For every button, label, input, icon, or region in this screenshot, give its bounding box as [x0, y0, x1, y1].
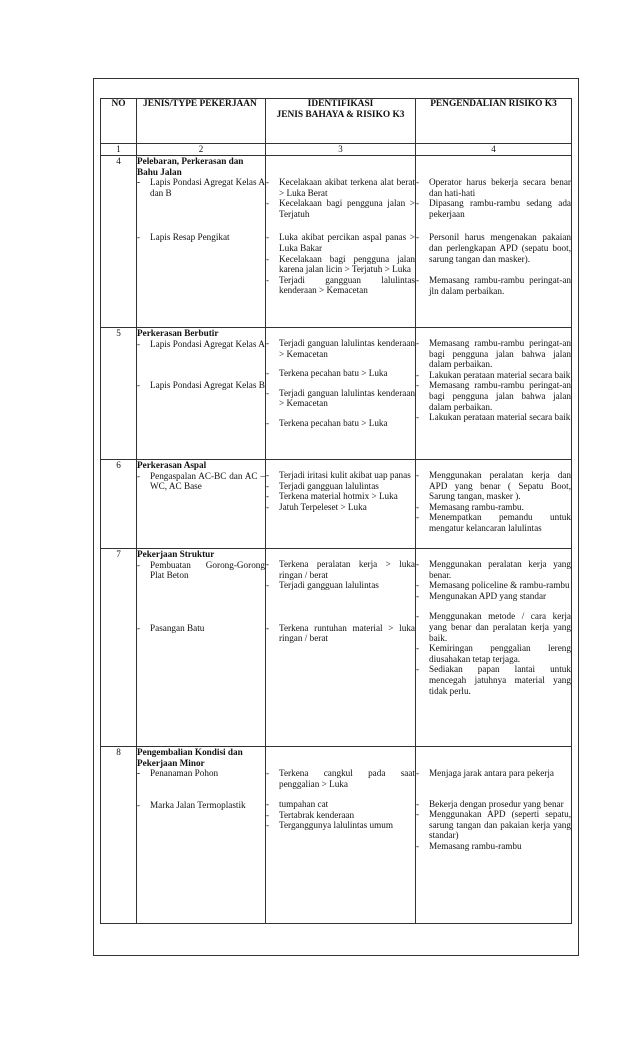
hazard-item: - Terganggunya lalulintas umum: [266, 820, 394, 831]
control-cell: [416, 156, 572, 328]
control-item: - Sediakan papan lantai untuk mencegah jatuhnya material yang tidak perlu.: [416, 664, 571, 696]
control-item: - Mengunakan APD yang standar: [416, 590, 547, 601]
table-row: [101, 549, 572, 747]
work-title: Pekerjaan Struktur: [137, 549, 215, 559]
k3-risk-table: [100, 98, 572, 924]
row-number: 7: [101, 549, 137, 747]
hazard-item: - Terjadi ganguan lalulintas kenderaan > Kemacetan: [266, 338, 415, 359]
control-cell: [416, 549, 572, 747]
control-cell: [416, 460, 572, 549]
hazard-item: - Kecelakaan bagi pengguna jalan karena jalan licin > Terjatuh > Luka: [266, 253, 415, 275]
row-number: 5: [101, 328, 137, 460]
column-number-row: [101, 144, 572, 156]
work-item: - Lapis Pondasi Agregat Kelas B: [137, 380, 265, 391]
control-item: - Menggunakan peralatan kerja dan APD yang benar ( Sepatu Boot, Sarung tangan, masker ).: [416, 470, 571, 502]
control-item: - Personil harus mengenakan pakaian dan perlengkapan APD (sepatu boot, sarung tangan dan masker).: [416, 232, 571, 264]
control-item: - Memasang rambu-rambu peringat-an jln dalam perbaikan.: [416, 275, 571, 296]
header-identifikasi-line2: JENIS BAHAYA & RISIKO K3: [276, 109, 405, 120]
control-item: - Memasang rambu-rambu.: [416, 501, 524, 512]
work-title: Pengembalian Kondisi dan: [137, 747, 243, 757]
hazard-item: - Terjadi gangguan lalulintas: [266, 480, 379, 491]
table-row: [101, 460, 572, 549]
hazard-item: - Terjadi ganguan lalulintas kenderaan > Kemacetan: [266, 387, 415, 409]
column-number: 4: [416, 144, 572, 156]
table-row: [101, 747, 572, 924]
control-item: - Memasang rambu-rambu peringat-an bagi pengguna jalan bahwa jalan dalam perbaikan.: [416, 338, 571, 370]
hazard-cell: [266, 549, 416, 747]
control-item: - Operator harus bekerja secara benar dan hati-hati: [416, 177, 571, 198]
header-jenis: JENIS/TYPE PEKERJAAN: [137, 99, 266, 144]
control-item: - Menggunakan metode / cara kerja yang benar dan peralatan kerja yang baik.: [416, 611, 571, 643]
header-identifikasi-line1: IDENTIFIKASI: [307, 99, 374, 109]
row-number: 4: [101, 156, 137, 328]
hazard-cell: [266, 460, 416, 549]
work-item: - Pembuatan Gorong-Gorong Plat Beton: [137, 559, 265, 581]
work-title: Perkerasan Aspal: [137, 460, 207, 470]
work-item: - Lapis Pondasi Agregat Kelas A dan B: [137, 177, 265, 198]
work-type-cell: [137, 747, 266, 924]
table-header-row: [101, 99, 572, 144]
hazard-item: - Terkena pecahan batu > Luka: [266, 368, 388, 379]
column-number: 3: [266, 144, 416, 156]
row-number: 8: [101, 747, 137, 924]
work-item: - Marka Jalan Termoplastik: [137, 799, 246, 810]
hazard-item: - Terjadi gangguan lalulintas kenderaan > Kemacetan: [266, 274, 415, 296]
hazard-cell: [266, 747, 416, 924]
work-item: - Lapis Pondasi Agregat Kelas A: [137, 338, 265, 349]
work-item: - Pasangan Batu: [137, 622, 205, 633]
work-title: Pelebaran, Perkerasan dan: [137, 156, 244, 166]
control-item: - Menggunakan APD (seperti sepatu, sarung tangan dan pakaian kerja yang standar): [416, 809, 571, 841]
column-number: 2: [137, 144, 266, 156]
hazard-item: - Terkena runtuhan material > luka ringan / berat: [266, 622, 415, 644]
hazard-item: - Terkena pecahan batu > Luka: [266, 417, 388, 428]
work-title: Perkerasan Berbutir: [137, 328, 219, 338]
hazard-item: - Terkena peralatan kerja > luka ringan / berat: [266, 559, 415, 580]
work-title: Pekerjaan Minor: [137, 757, 205, 768]
hazard-item: - Terjadi iritasi kulit akibat uap panas: [266, 470, 411, 480]
control-item: - Memasang rambu-rambu peringat-an bagi pengguna jalan bahwa jalan dalam perbaikan.: [416, 380, 571, 412]
work-title: Bahu Jalan: [137, 166, 182, 177]
hazard-item: - Terkena material hotmix > Luka: [266, 491, 398, 502]
header-pengendalian: PENGENDALIAN RISIKO K3: [416, 99, 572, 144]
hazard-item: - Jatuh Terpeleset > Luka: [266, 501, 367, 512]
control-item: - Memasang policeline & rambu-rambu: [416, 580, 570, 591]
hazard-item: - Terkena cangkul pada saat penggalian > Luka: [266, 768, 415, 789]
hazard-cell: [266, 328, 416, 460]
control-item: - Menjaga jarak antara para pekerja: [416, 768, 554, 778]
control-item: - Bekerja dengan prosedur yang benar: [416, 798, 564, 809]
control-cell: [416, 747, 572, 924]
hazard-item: - tumpahan cat: [266, 799, 329, 810]
row-number: 6: [101, 460, 137, 549]
work-type-cell: [137, 460, 266, 549]
control-item: - Memasang rambu-rambu: [416, 840, 522, 851]
control-item: - Lakukan perataan material secara baik: [416, 412, 571, 423]
control-cell: [416, 328, 572, 460]
table-row: [101, 328, 572, 460]
hazard-item: - Tertabrak kenderaan: [266, 809, 355, 820]
work-type-cell: [137, 328, 266, 460]
hazard-item: - Luka akibat percikan aspal panas > Luka Bakar: [266, 232, 415, 253]
control-item: - Lakukan perataan material secara baik: [416, 369, 571, 380]
control-item: - Kemiringan penggalian lereng diusahakan tetap terjaga.: [416, 643, 571, 664]
hazard-item: - Kecelakaan bagi pengguna jalan > Terjatuh: [266, 198, 415, 219]
column-number: 1: [101, 144, 137, 156]
hazard-cell: [266, 156, 416, 328]
hazard-item: - Kecelakaan akibat terkena alat berat > Luka Berat: [266, 177, 415, 198]
header-no: NO: [101, 99, 137, 144]
control-item: - Menggunakan peralatan kerja yang benar.: [416, 559, 571, 580]
control-item: - Dipasang rambu-rambu sedang ada pekerjaan: [416, 198, 571, 219]
table-row: [101, 156, 572, 328]
control-item: - Menempatkan pemandu untuk mengatur kelancaran lalulintas: [416, 512, 571, 533]
work-type-cell: [137, 549, 266, 747]
work-item: - Pengaspalan AC-BC dan AC – WC, AC Base: [137, 470, 265, 492]
work-item: - Lapis Resap Pengikat: [137, 232, 230, 243]
hazard-item: - Terjadi gangguan lalulintas: [266, 580, 379, 591]
work-type-cell: [137, 156, 266, 328]
header-identifikasi: [266, 99, 416, 144]
work-item: - Penanaman Pohon: [137, 768, 219, 779]
